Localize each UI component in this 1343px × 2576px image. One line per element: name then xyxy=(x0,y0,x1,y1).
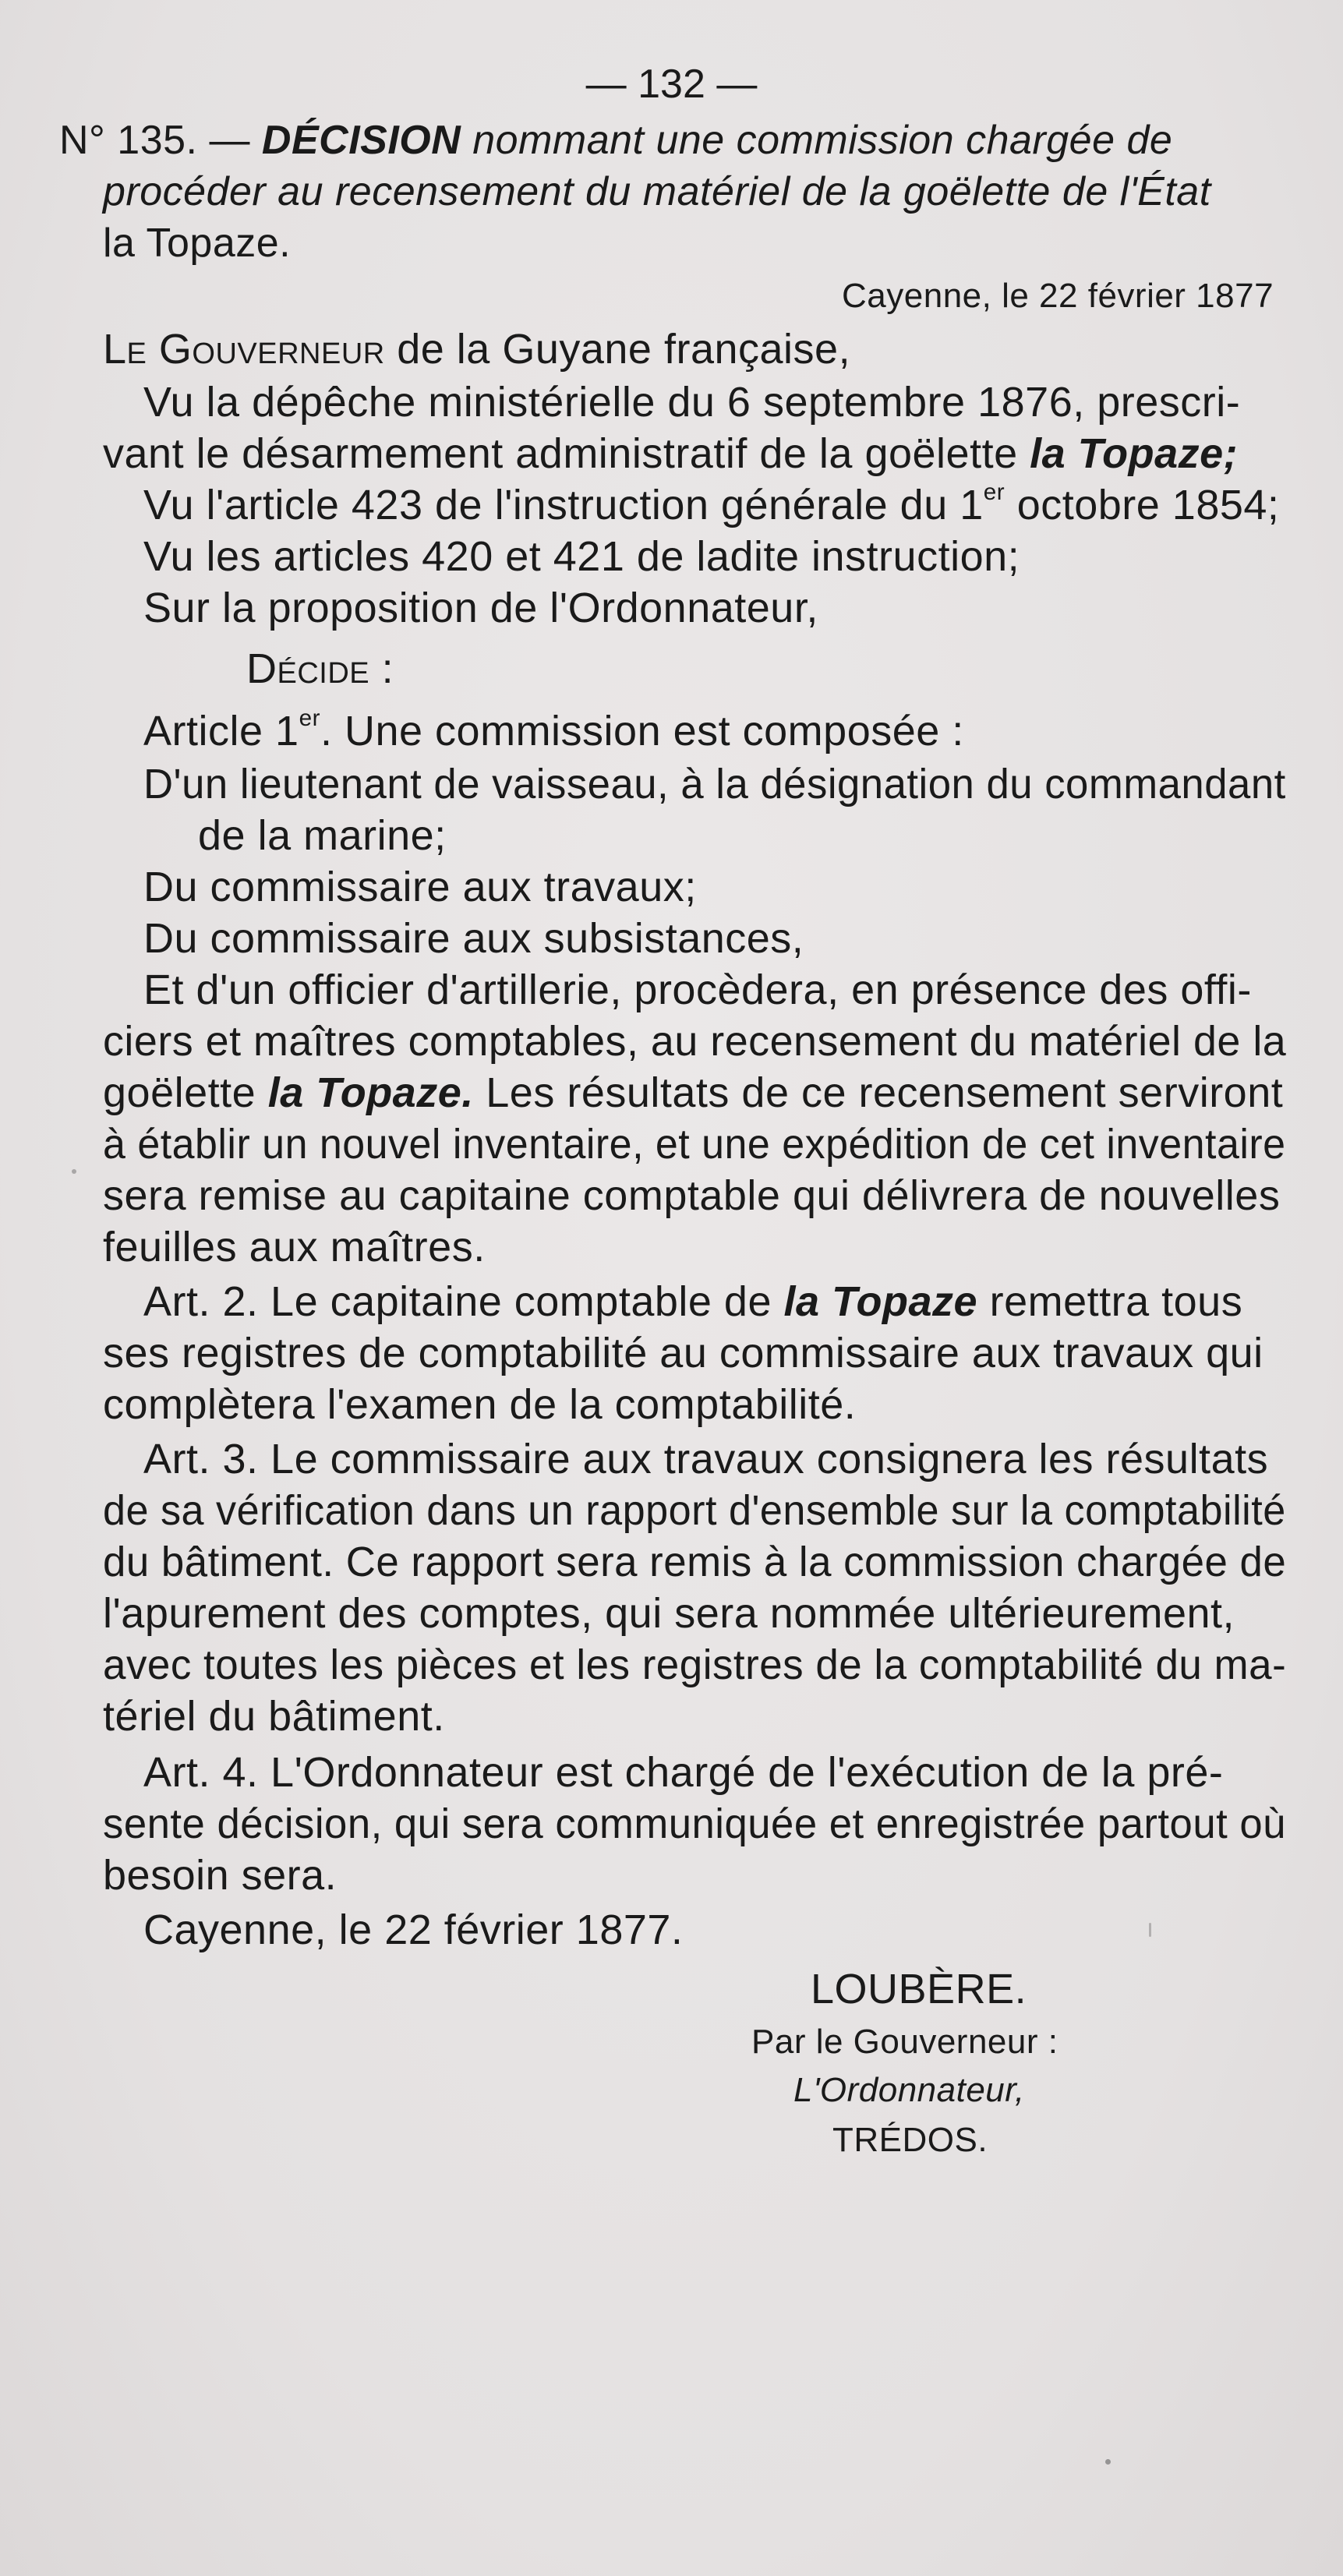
closing-date: Cayenne, le 22 février 1877. xyxy=(143,1906,684,1953)
article3-line2: de sa vérification dans un rapport d'ensemble sur la comptabilité xyxy=(103,1487,1286,1534)
composition-line3: Du commissaire aux travaux; xyxy=(143,864,697,910)
composition-line10: feuilles aux maîtres. xyxy=(103,1224,486,1270)
page-number: — 132 — xyxy=(585,62,758,107)
signature-name: LOUBÈRE. xyxy=(811,1966,1027,2012)
topaze-ref-2: la Topaze. xyxy=(267,1069,474,1116)
article4-line1: Art. 4. L'Ordonnateur est chargé de l'exécution de la pré- xyxy=(143,1749,1224,1796)
article1-label: Article 1 xyxy=(143,708,299,754)
article4-line3: besoin sera. xyxy=(103,1852,338,1899)
vu-article-sup: er xyxy=(983,479,1005,505)
decision-heading-line3: la Topaze. xyxy=(103,221,292,266)
decision-heading-line1 xyxy=(59,117,1172,164)
scan-speck xyxy=(1149,1923,1151,1937)
composition-line2: de la marine; xyxy=(198,812,447,859)
topaze-ref: la Topaze; xyxy=(1030,430,1239,477)
vu-articles-line: Vu les articles 420 et 421 de ladite instruction; xyxy=(143,533,1020,580)
composition-line4: Du commissaire aux subsistances, xyxy=(143,915,804,962)
article2-line1 xyxy=(143,1278,1242,1325)
decision-title-part1: nommant une commission chargée de xyxy=(472,118,1173,163)
composition-line8: à établir un nouvel inventaire, et une expédition de cet inventaire xyxy=(103,1121,1286,1168)
scan-speck xyxy=(1105,2459,1111,2465)
le-word: Le xyxy=(103,326,147,373)
article1-text: . Une commission est composée : xyxy=(320,708,964,754)
vu-article-date: octobre 1854; xyxy=(1016,482,1280,528)
article3-line3: du bâtiment. Ce rapport sera remis à la commission chargée de xyxy=(103,1539,1287,1585)
article2-line2: ses registres de comptabilité au commissaire aux travaux qui xyxy=(103,1330,1263,1376)
composition-line6: ciers et maîtres comptables, au recensement du matériel de la xyxy=(103,1018,1287,1065)
composition-line9: sera remise au capitaine comptable qui délivrera de nouvelles xyxy=(103,1172,1281,1219)
vu-article-text: Vu l'article 423 de l'instruction générale du 1 xyxy=(143,482,984,528)
proposition-line: Sur la proposition de l'Ordonnateur, xyxy=(143,585,818,631)
composition-line5: Et d'un officier d'artillerie, procèdera, en présence des offi- xyxy=(143,966,1252,1013)
decision-heading-line2: procéder au recensement du matériel de la goëlette de l'État xyxy=(103,169,1211,214)
decision-number: N° 135. — xyxy=(59,118,250,163)
vu-depeche-line2-text: vant le désarmement administratif de la goëlette xyxy=(103,430,1018,477)
article3-line6: tériel du bâtiment. xyxy=(103,1693,445,1740)
article3-line1: Art. 3. Le commissaire aux travaux consignera les résultats xyxy=(143,1436,1269,1482)
vu-article-line xyxy=(143,479,1280,528)
composition-line7-text: goëlette xyxy=(103,1069,256,1116)
article1-line xyxy=(143,705,964,754)
article2-rest: remettra tous xyxy=(989,1278,1243,1325)
place-date-top: Cayenne, le 22 février 1877 xyxy=(842,277,1274,315)
gouverneur-word: Gouverneur xyxy=(158,326,385,373)
composition-line7-rest: Les résultats de ce recensement serviront xyxy=(486,1069,1284,1116)
topaze-ref-3: la Topaze xyxy=(783,1278,978,1325)
gouverneur-rest: de la Guyane française, xyxy=(397,326,851,373)
article2-text: Art. 2. Le capitaine comptable de xyxy=(143,1278,772,1325)
article2-line3: complètera l'examen de la comptabilité. xyxy=(103,1381,857,1428)
signature-role: L'Ordonnateur, xyxy=(793,2071,1025,2109)
signature-par: Par le Gouverneur : xyxy=(751,2023,1058,2061)
composition-line7 xyxy=(103,1069,1283,1116)
gouverneur-line xyxy=(103,326,850,373)
decide-heading: Décide : xyxy=(246,645,394,692)
signature-name2: TRÉDOS. xyxy=(832,2121,988,2159)
article3-line5: avec toutes les pièces et les registres de la comptabilité du ma- xyxy=(103,1641,1287,1688)
decision-label: DÉCISION xyxy=(261,118,461,163)
article4-line2: sente décision, qui sera communiquée et enregistrée partout où xyxy=(103,1800,1286,1847)
article3-line4: l'apurement des comptes, qui sera nommée ultérieurement, xyxy=(103,1590,1235,1637)
article1-sup: er xyxy=(299,705,320,731)
scan-speck xyxy=(72,1169,76,1174)
vu-depeche-line1: Vu la dépêche ministérielle du 6 septembre 1876, prescri- xyxy=(143,379,1241,426)
vu-depeche-line2 xyxy=(103,430,1238,477)
composition-line1: D'un lieutenant de vaisseau, à la désignation du commandant xyxy=(143,761,1286,807)
